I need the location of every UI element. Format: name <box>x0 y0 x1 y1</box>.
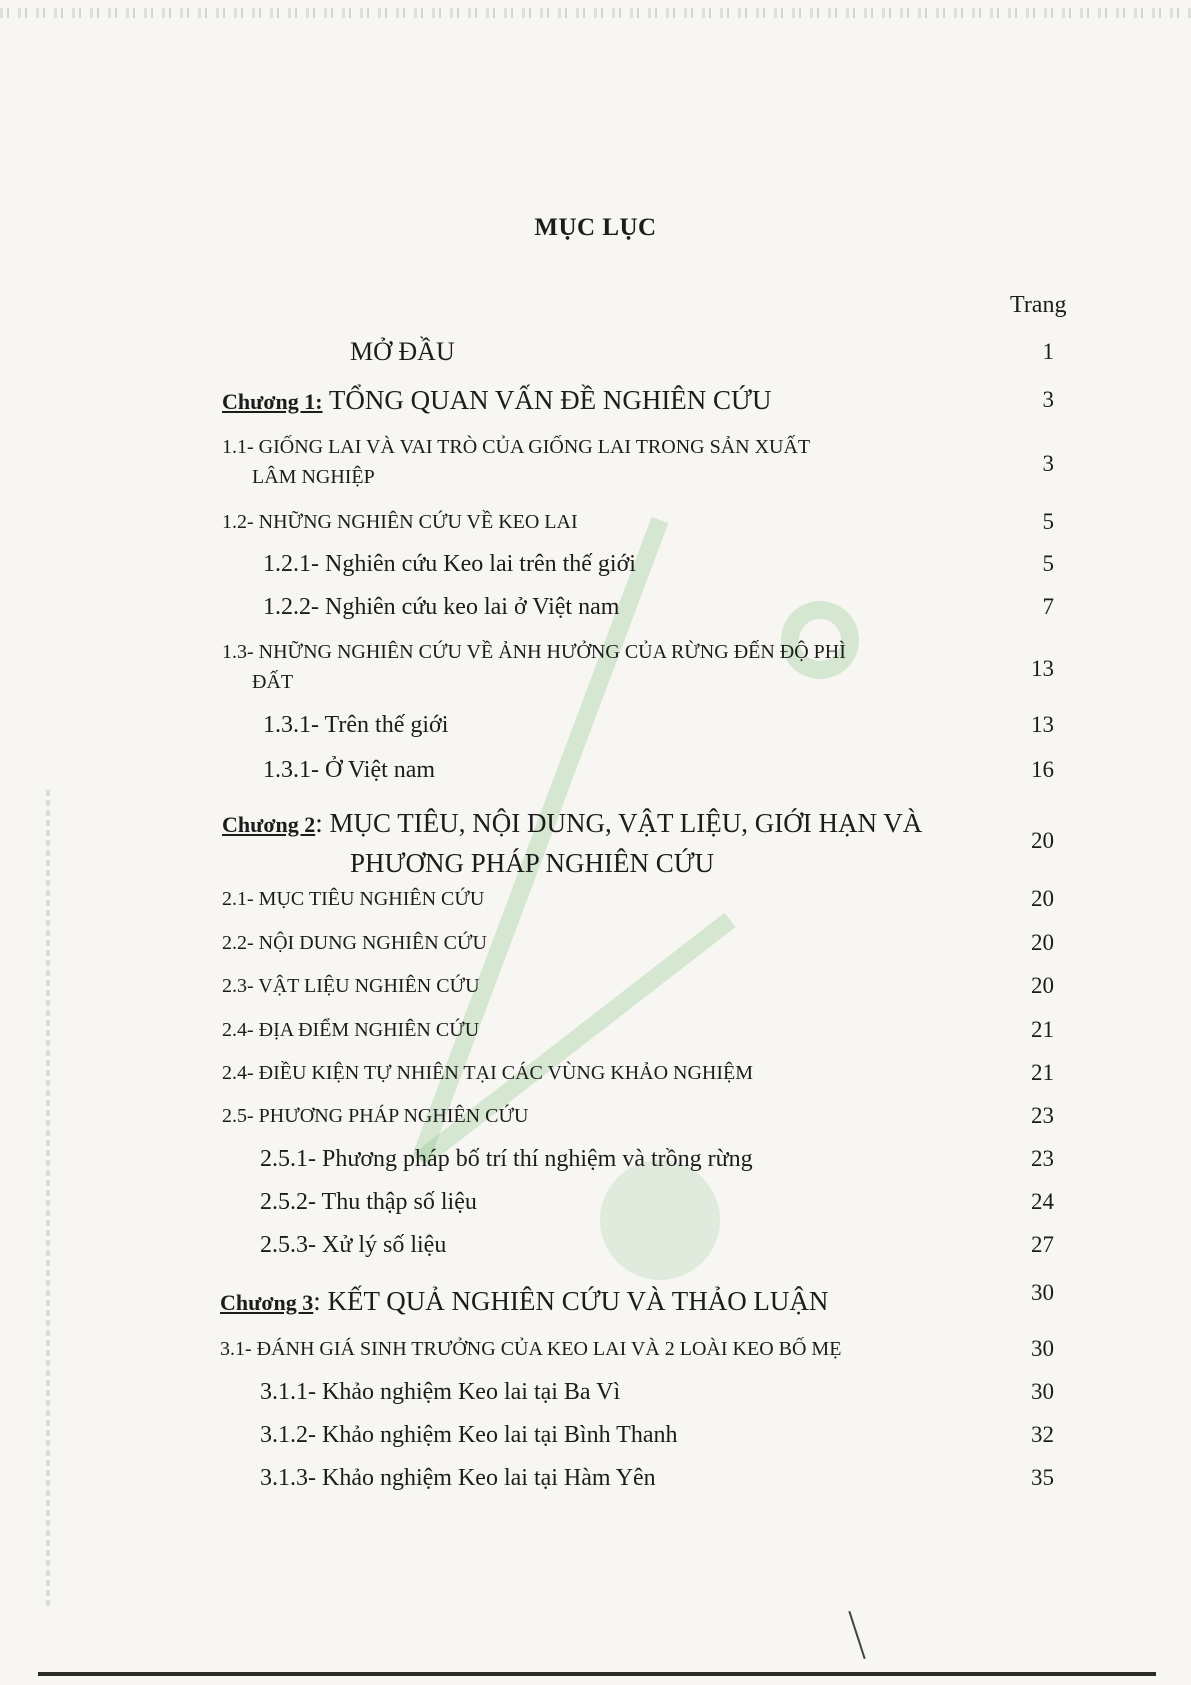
toc-line-1: 1.3- NHỮNG NGHIÊN CỨU VỀ ẢNH HƯỞNG CỦA RỪNG ĐẾN ĐỘ PHÌ <box>222 641 846 663</box>
toc-page-number: 13 <box>1031 712 1054 737</box>
toc-entry-label: MỞ ĐẦU <box>350 337 455 366</box>
toc-entry-label: 2.5.3- Xử lý số liệu <box>260 1232 447 1258</box>
toc-page-number: 3 <box>1042 387 1054 412</box>
toc-entry-label <box>222 432 992 492</box>
toc-entry-label: 3.1.3- Khảo nghiệm Keo lai tại Hàm Yên <box>260 1465 656 1491</box>
toc-entry-label: 2.1- MỤC TIÊU NGHIÊN CỨU <box>222 888 485 910</box>
scan-artifact-left <box>46 790 50 1610</box>
toc-line-2: ĐẤT <box>252 671 294 693</box>
toc-page-number: 7 <box>1042 594 1054 619</box>
toc-page-number: 16 <box>1031 757 1054 782</box>
scan-artifact-top <box>0 8 1191 18</box>
toc-page-number: 3 <box>1042 451 1054 476</box>
toc-page-number: 20 <box>1031 973 1054 998</box>
toc-page-number: 30 <box>1031 1336 1054 1361</box>
toc-page-number: 1 <box>1042 339 1054 364</box>
toc-page-number: 20 <box>1031 886 1054 911</box>
page-column-header: Trang <box>1010 292 1067 318</box>
toc-page-number: 27 <box>1031 1232 1054 1257</box>
chapter-title: TỔNG QUAN VẤN ĐỀ NGHIÊN CỨU <box>322 385 772 415</box>
toc-page-number: 32 <box>1031 1422 1054 1447</box>
toc-page-number: 23 <box>1031 1103 1054 1128</box>
toc-entry-label <box>222 637 992 697</box>
chapter-title: : MỤC TIÊU, NỘI DUNG, VẬT LIỆU, GIỚI HẠN VÀ <box>315 808 923 838</box>
toc-page-number: 5 <box>1042 551 1054 576</box>
toc-line-2: LÂM NGHIỆP <box>252 466 375 488</box>
chapter-title: : KẾT QUẢ NGHIÊN CỨU VÀ THẢO LUẬN <box>313 1286 829 1316</box>
toc-entry-label: 1.2.1- Nghiên cứu Keo lai trên thế giới <box>263 551 636 577</box>
toc-title: MỤC LỤC <box>534 214 657 241</box>
toc-page-number: 35 <box>1031 1465 1054 1490</box>
toc-page-number: 21 <box>1031 1060 1054 1085</box>
chapter-key: Chương 2 <box>222 812 316 837</box>
toc-page-number: 30 <box>1031 1280 1054 1305</box>
toc-page-number: 30 <box>1031 1379 1054 1404</box>
toc-page-number: 23 <box>1031 1146 1054 1171</box>
toc-entry-label: 3.1- ĐÁNH GIÁ SINH TRƯỞNG CỦA KEO LAI VÀ 2 LOÀI KEO BỐ MẸ <box>220 1338 842 1360</box>
toc-entry-label <box>220 1286 828 1318</box>
chapter-title-line-2: PHƯƠNG PHÁP NGHIÊN CỨU <box>350 848 715 878</box>
toc-page-number: 24 <box>1031 1189 1054 1214</box>
pen-mark <box>848 1611 865 1659</box>
toc-page-number: 20 <box>1031 828 1054 853</box>
toc-page-number: 13 <box>1031 656 1054 681</box>
scan-artifact-bottom <box>38 1672 1156 1676</box>
toc-page-number: 20 <box>1031 930 1054 955</box>
toc-entry-label: 2.3- VẬT LIỆU NGHIÊN CỨU <box>222 975 480 997</box>
chapter-key: Chương 3 <box>220 1290 314 1315</box>
toc-entry-label: 2.5- PHƯƠNG PHÁP NGHIÊN CỨU <box>222 1105 529 1127</box>
toc-page-number: 21 <box>1031 1017 1054 1042</box>
toc-entry-label: 1.3.1- Trên thế giới <box>263 712 449 738</box>
toc-entry-label: 2.4- ĐIỀU KIỆN TỰ NHIÊN TẠI CÁC VÙNG KHẢO NGHIỆM <box>222 1062 754 1084</box>
toc-entry-label <box>222 385 772 417</box>
toc-entry-label: 3.1.1- Khảo nghiệm Keo lai tại Ba Vì <box>260 1379 621 1405</box>
toc-page-number: 5 <box>1042 509 1054 534</box>
toc-entry-label: 2.4- ĐỊA ĐIỂM NGHIÊN CỨU <box>222 1019 480 1041</box>
toc-entry-label: 3.1.2- Khảo nghiệm Keo lai tại Bình Thanh <box>260 1422 678 1448</box>
toc-entry-label: 2.5.1- Phương pháp bố trí thí nghiệm và trồng rừng <box>260 1146 753 1172</box>
toc-entry-label: 1.2- NHỮNG NGHIÊN CỨU VỀ KEO LAI <box>222 511 578 533</box>
toc-entry-label: 2.2- NỘI DUNG NGHIÊN CỨU <box>222 932 487 954</box>
toc-entry-label: 2.5.2- Thu thập số liệu <box>260 1189 477 1215</box>
chapter-key: Chương 1: <box>222 389 323 414</box>
toc-entry-label: 1.3.1- Ở Việt nam <box>263 757 436 783</box>
toc-line-1: 1.1- GIỐNG LAI VÀ VAI TRÒ CỦA GIỐNG LAI TRONG SẢN XUẤT <box>222 436 811 458</box>
toc-entry-label <box>222 804 992 882</box>
toc-entry-label: 1.2.2- Nghiên cứu keo lai ở Việt nam <box>263 594 620 620</box>
